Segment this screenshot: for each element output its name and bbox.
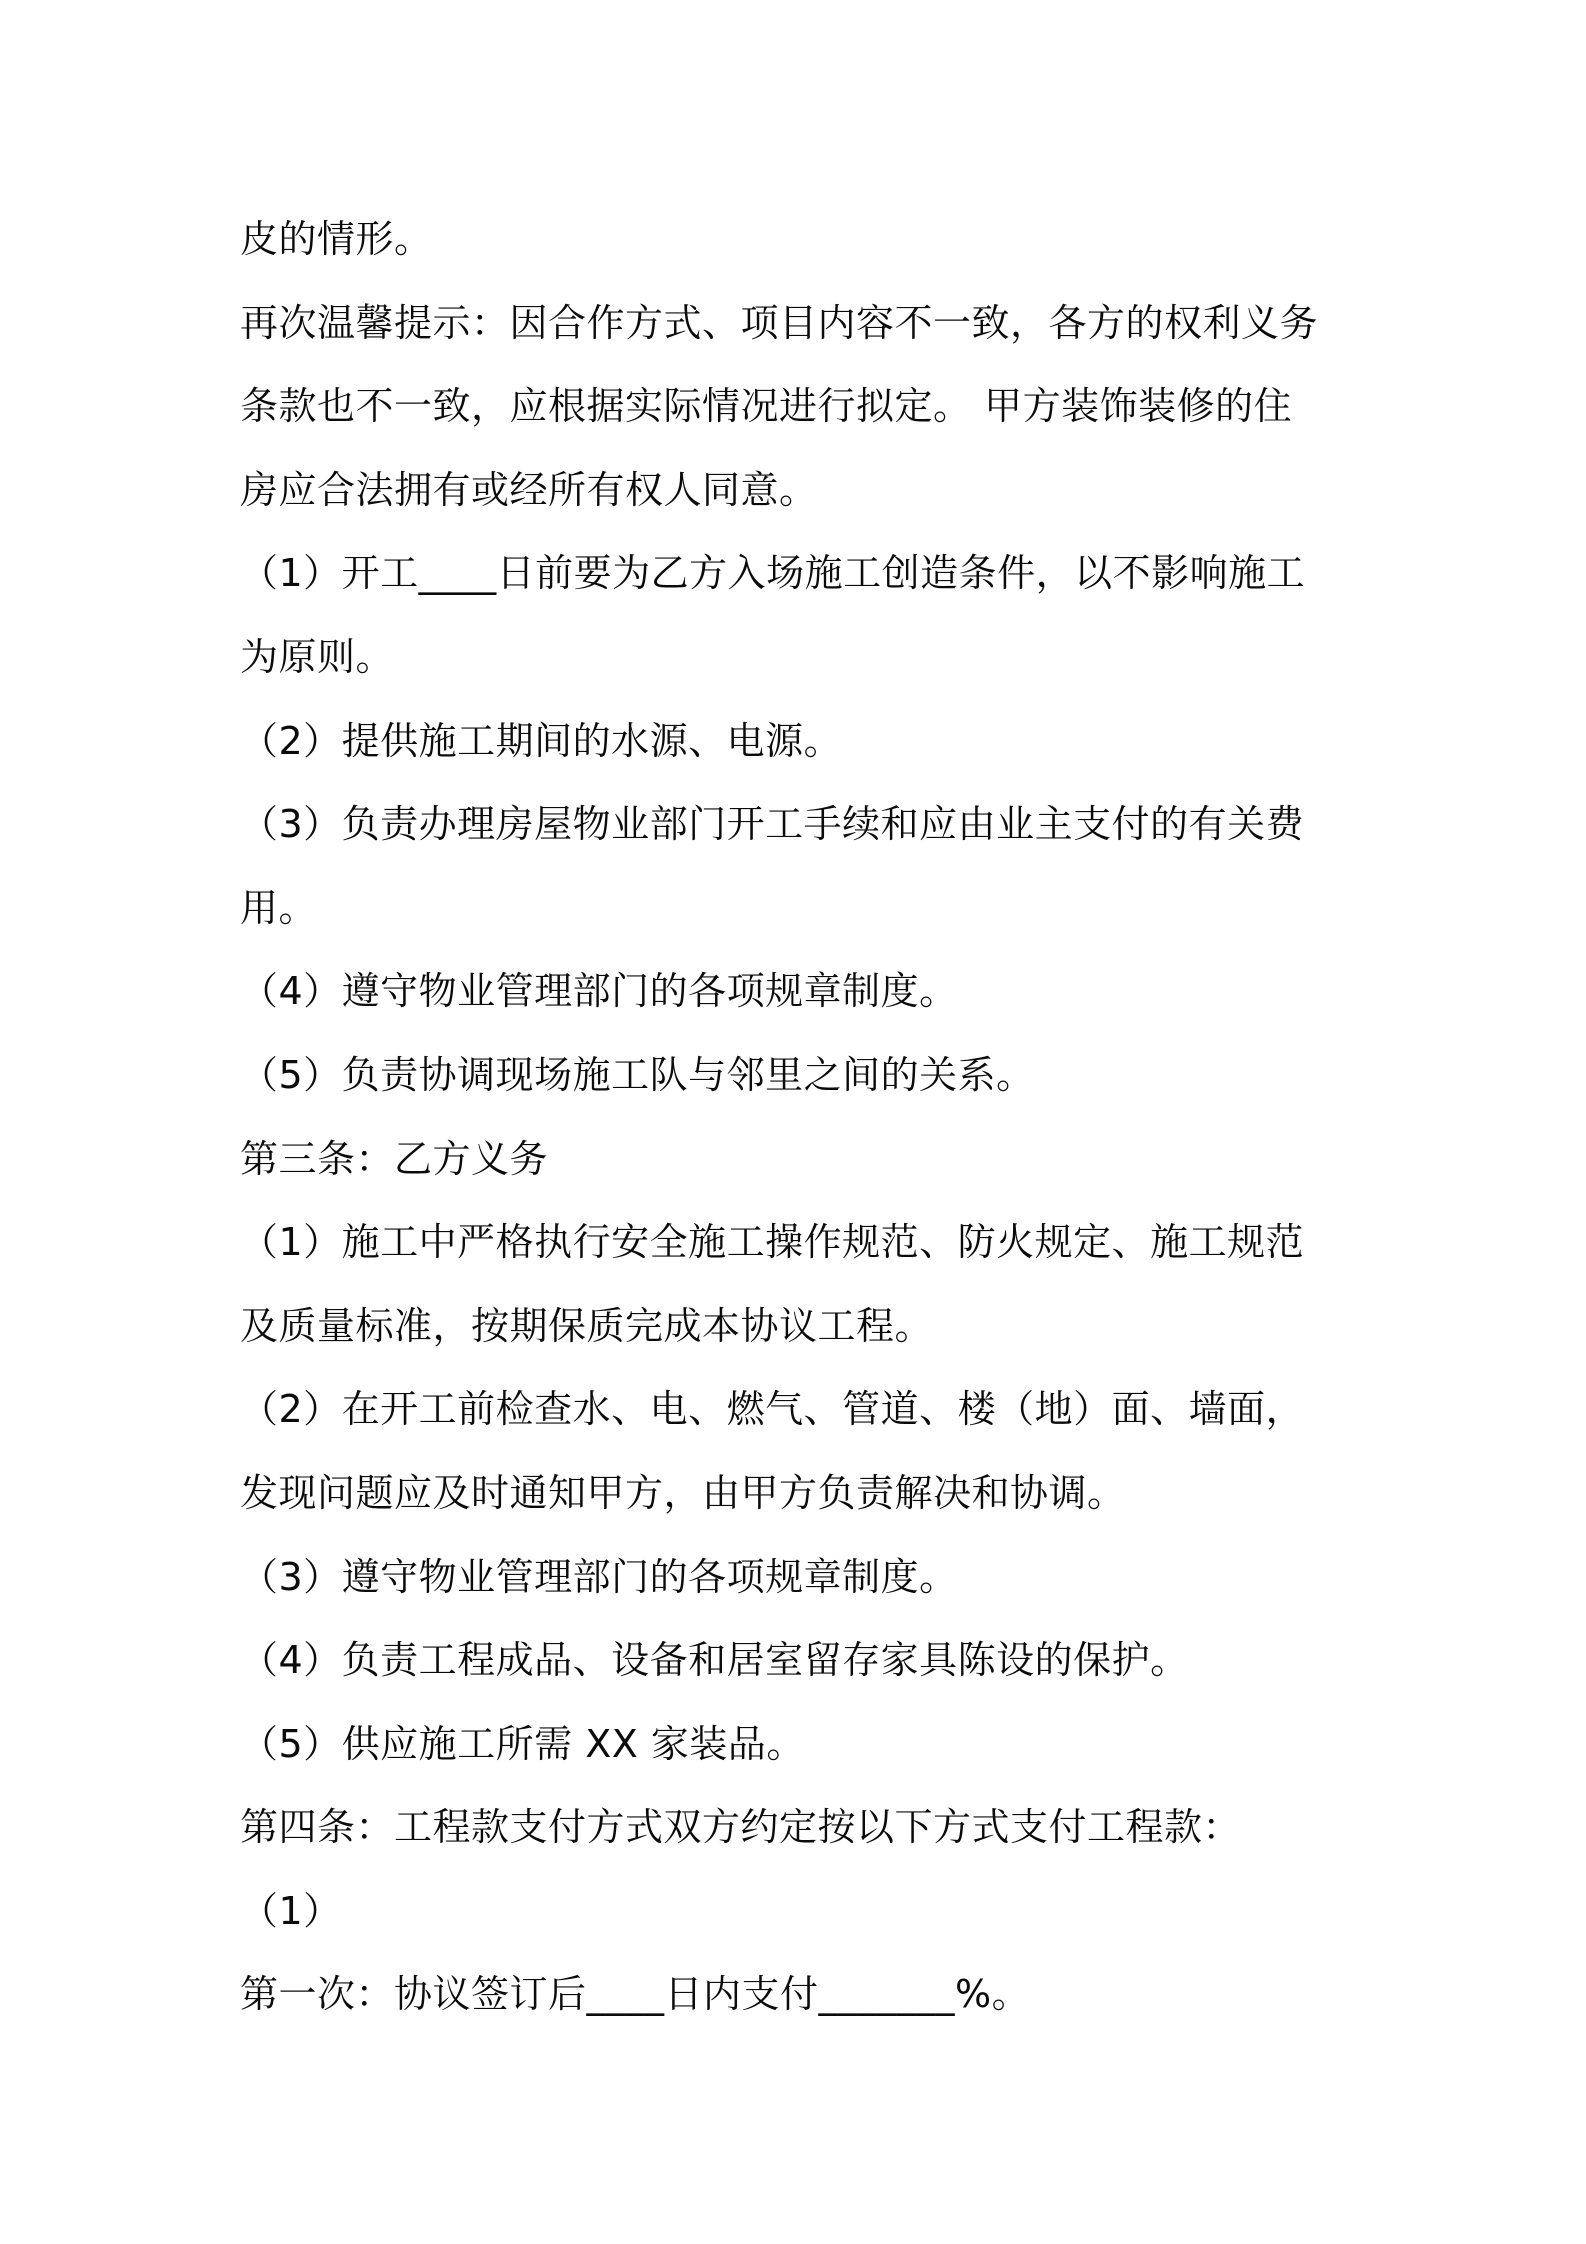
text-line-2: 再次温馨提示：因合作方式、项目内容不一致，各方的权利义务 xyxy=(240,300,1319,345)
text-line-8: （3）负责办理房屋物业部门开工手续和应由业主支付的有关费 xyxy=(240,802,1305,847)
text-line-22: 第一次：协议签订后____日内支付_______%。 xyxy=(240,1972,1031,2017)
text-line-17: （3）遵守物业管理部门的各项规章制度。 xyxy=(240,1554,958,1599)
text-line-19: （5）供应施工所需 XX 家装品。 xyxy=(240,1721,805,1766)
text-line-3: 条款也不一致，应根据实际情况进行拟定。 甲方装饰装修的住 xyxy=(240,384,1293,429)
text-line-15: （2）在开工前检查水、电、燃气、管道、楼（地）面、墙面， xyxy=(240,1387,1305,1432)
text-line-5: （1）开工____日前要为乙方入场施工创造条件，以不影响施工 xyxy=(240,551,1306,596)
text-line-13: （1）施工中严格执行安全施工操作规范、防火规定、施工规范 xyxy=(240,1220,1305,1265)
text-line-21: （1） xyxy=(240,1888,342,1933)
text-line-9: 用。 xyxy=(240,885,318,930)
text-line-6: 为原则。 xyxy=(240,634,395,679)
text-line-18: （4）负责工程成品、设备和居室留存家具陈设的保护。 xyxy=(240,1638,1189,1683)
text-line-7: （2）提供施工期间的水源、电源。 xyxy=(240,718,843,763)
text-line-10: （4）遵守物业管理部门的各项规章制度。 xyxy=(240,969,958,1014)
text-line-11: （5）负责协调现场施工队与邻里之间的关系。 xyxy=(240,1052,1035,1097)
text-line-1: 皮的情形。 xyxy=(240,217,433,261)
text-line-14: 及质量标准，按期保质完成本协议工程。 xyxy=(240,1303,934,1348)
document-body xyxy=(240,198,1360,2037)
text-line-16: 发现问题应及时通知甲方，由甲方负责解决和协调。 xyxy=(240,1470,1126,1515)
text-line-4: 房应合法拥有或经所有权人同意。 xyxy=(240,467,818,512)
section-heading-article-4: 第四条：工程款支付方式双方约定按以下方式支付工程款： xyxy=(240,1805,1242,1850)
section-heading-article-3: 第三条：乙方义务 xyxy=(240,1136,549,1181)
